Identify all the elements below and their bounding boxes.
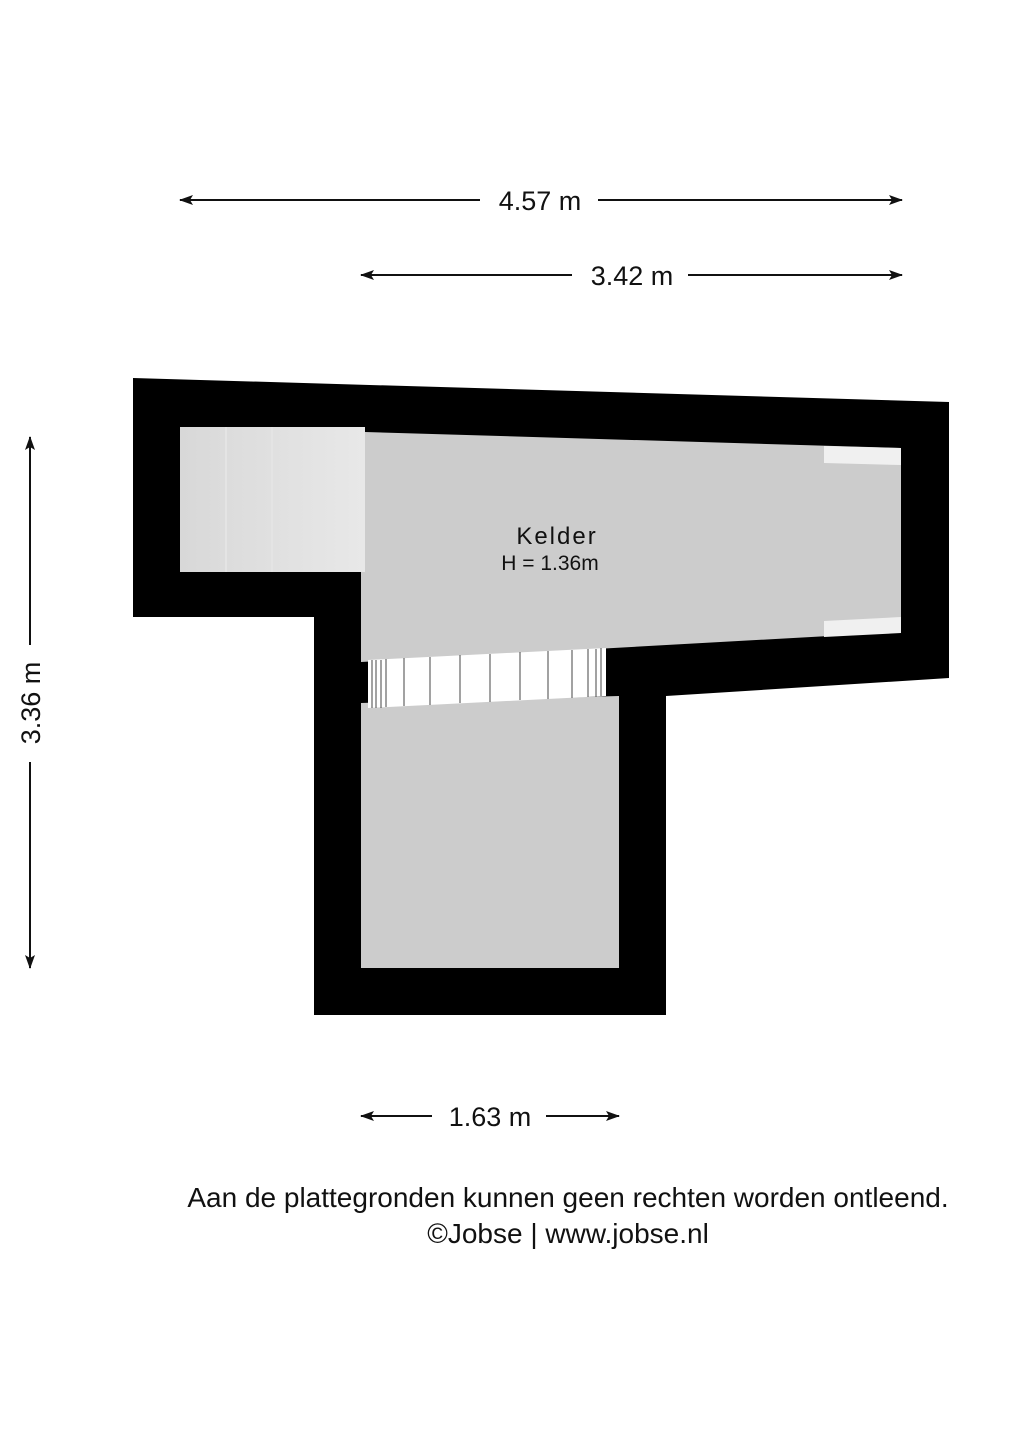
dimension-top-overall-label: 4.57 m [498, 186, 582, 216]
dimension-left-height [16, 437, 46, 968]
room-floor-lower [361, 696, 619, 968]
dimension-top-inner-label: 3.42 m [590, 261, 674, 291]
room-name-kelder: Kelder [516, 523, 598, 550]
room-height-label: H = 1.36m [501, 552, 599, 575]
dimension-bottom-width [361, 1102, 619, 1132]
stair-block [180, 427, 365, 572]
disclaimer-text: Aan de plattegronden kunnen geen rechten worden ontleend. [187, 1182, 949, 1213]
dimension-bottom-width-label: 1.63 m [448, 1102, 532, 1132]
dimension-top-overall [180, 186, 902, 216]
dimension-top-inner [361, 261, 902, 291]
dimension-left-height-label: 3.36 m [16, 661, 46, 745]
vent-opening-top [824, 446, 901, 465]
credit-text: ©Jobse | www.jobse.nl [427, 1218, 709, 1249]
